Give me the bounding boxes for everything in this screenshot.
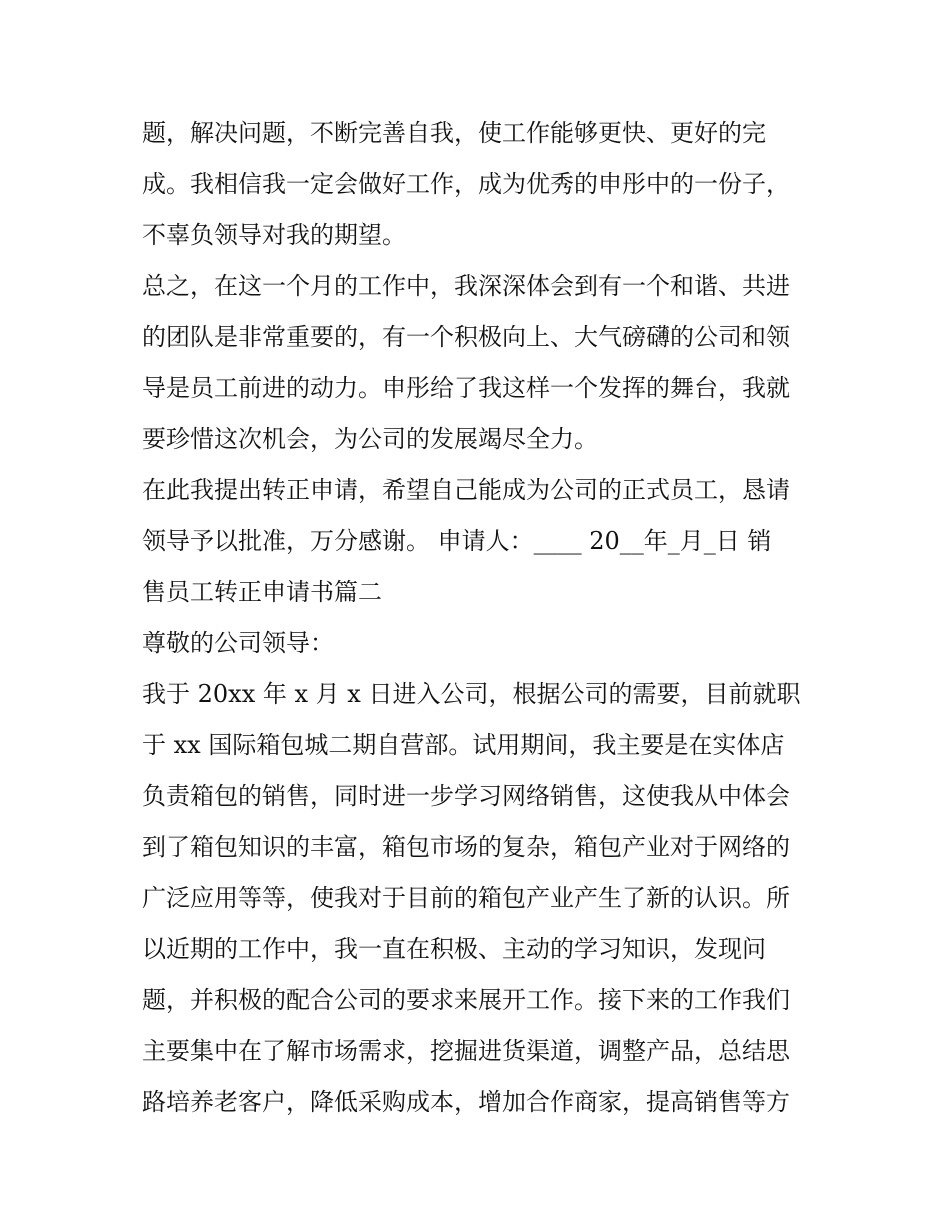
text-line: 题，并积极的配合公司的要求来展开工作。接下来的工作我们 bbox=[142, 986, 790, 1014]
text-line: 成。我相信我一定会做好工作，成为优秀的申彤中的一份子， bbox=[142, 170, 790, 198]
text-line: 题，解决问题，不断完善自我，使工作能够更快、更好的完 bbox=[142, 119, 766, 147]
document-body bbox=[142, 108, 822, 1128]
text-line: 在此我提出转正申请，希望自己能成为公司的正式员工，恳请 bbox=[142, 476, 790, 504]
text-line: 不辜负领导对我的期望。 bbox=[142, 221, 406, 249]
text-line: 总之，在这一个月的工作中，我深深体会到有一个和谐、共进 bbox=[142, 272, 790, 300]
text-line: 主要集中在了解市场需求，挖掘进货渠道，调整产品，总结思 bbox=[142, 1037, 790, 1065]
text-line: 导是员工前进的动力。申彤给了我这样一个发挥的舞台，我就 bbox=[142, 374, 790, 402]
text-line: 到了箱包知识的丰富，箱包市场的复杂，箱包产业对于网络的 bbox=[142, 833, 790, 861]
text-line: 领导予以批准，万分感谢。 申请人：____ 20__年_月_日 销 bbox=[142, 527, 772, 555]
text-line: 负责箱包的销售，同时进一步学习网络销售，这使我从中体会 bbox=[142, 782, 790, 810]
text-line: 尊敬的公司领导： bbox=[142, 629, 334, 657]
text-line: 于 xx 国际箱包城二期自营部。试用期间，我主要是在实体店 bbox=[142, 731, 785, 759]
text-line: 路培养老客户，降低采购成本，增加合作商家，提高销售等方 bbox=[142, 1088, 790, 1116]
text-line: 我于 20xx 年 x 月 x 日进入公司，根据公司的需要，目前就职 bbox=[142, 680, 801, 708]
text-line: 要珍惜这次机会，为公司的发展竭尽全力。 bbox=[142, 425, 598, 453]
text-line: 广泛应用等等，使我对于目前的箱包产业产生了新的认识。所 bbox=[142, 884, 790, 912]
text-line: 的团队是非常重要的，有一个积极向上、大气磅礴的公司和领 bbox=[142, 323, 790, 351]
text-line: 售员工转正申请书篇二 bbox=[142, 578, 382, 606]
text-line: 以近期的工作中，我一直在积极、主动的学习知识，发现问 bbox=[142, 935, 766, 963]
